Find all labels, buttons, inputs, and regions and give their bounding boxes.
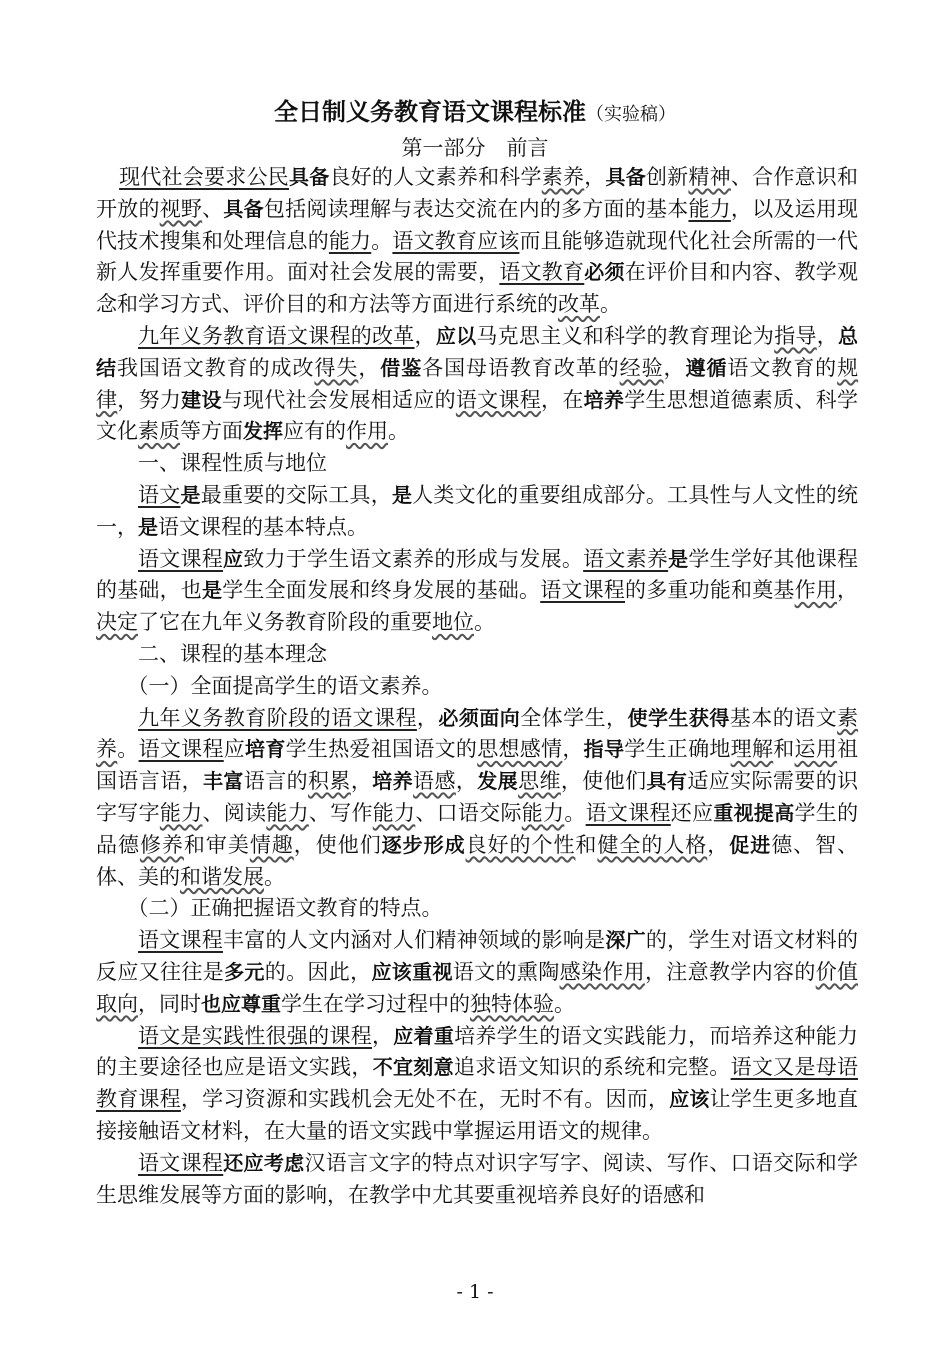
text-run: 。 [564,800,586,825]
text-run: 学生的品德 [96,800,859,857]
paragraph [96,1021,858,1148]
text-run: ，使他们 [560,769,647,794]
subsection-heading-2 [96,893,858,925]
text-run: ，以及运用现代技术搜集和处理信息的 [96,196,859,253]
text-run: 语文课程的基本特点。 [158,514,368,539]
emphasis-text: 丰富 [203,769,244,794]
wavy-underlined-text: 决定 [96,610,138,635]
text-run: 学生热爱祖国语文的 [285,737,478,762]
document-title [0,92,950,127]
text-run: ， [663,355,686,380]
emphasis-text: 应 [222,546,244,571]
text-run: 。 [371,228,393,253]
emphasis-text: 具备 [605,165,646,189]
emphasis-text: 应该 [669,1087,710,1112]
underlined-text: 九年义务教育语文课程的改革 [138,323,415,348]
text-run: 良好的人文素养和科学 [329,165,542,189]
text-run: 的多重功能和奠基 [625,578,795,603]
subsection-heading-1 [96,671,858,703]
wavy-underlined-text: 语文课程 [455,387,542,412]
wavy-underlined-text: 积累 [308,769,351,794]
underlined-text: 九年义务教育阶段的语文课程 [138,705,417,730]
emphasis-text: 促进 [729,832,772,857]
text-run: 语文教育的 [727,355,838,380]
wavy-underlined-text: 精神 [688,165,731,189]
paragraph [96,925,858,1020]
underlined-text: 现代社会要求公民 [119,165,289,189]
text-run: ， [816,323,839,348]
text-run: 、合作意识和开放的 [96,165,859,221]
emphasis-text: 发展 [477,769,519,794]
emphasis-text: 培养 [583,387,625,412]
emphasis-text: 使学生获得 [627,705,730,730]
emphasis-text: 培育 [245,737,286,762]
text-run: 应有的 [283,419,346,444]
text-run: 。 [554,991,575,1016]
underlined-text: 语文课程 [138,928,223,953]
document-body [96,162,858,1211]
text-run: 祖国语言语， [96,737,859,794]
wavy-underlined-text: 视野 [159,196,203,221]
emphasis-text: 深广 [605,928,646,953]
emphasis-text: 不宜刻意 [372,1055,454,1080]
underlined-text: 语文教育应该 [392,228,520,253]
section-heading-ideas [96,639,858,671]
wavy-underlined-text: 修养 [139,832,184,857]
wavy-underlined-text: 能力 [521,800,565,825]
text-run: 学生正确地 [624,737,731,762]
underlined-text: 语文 [138,482,181,507]
text-run: ， [584,165,606,189]
wavy-underlined-text: 理解 [730,737,774,762]
wavy-underlined-text: 素养 [96,705,859,762]
wavy-underlined-text: 作用 [794,578,838,603]
wavy-underlined-text: 语感 [413,769,456,794]
underlined-text: 语文课程 [540,578,626,603]
underlined-text: 语文课程 [138,546,223,571]
emphasis-text: 是 [138,514,158,539]
emphasis-text: 是 [202,578,223,603]
text-run: ， [414,323,436,348]
emphasis-text: 借鉴 [380,355,423,380]
text-run: ，学习资源和实践机会无处不在，无时不有。因而， [180,1087,670,1112]
wavy-underlined-text: 良好的个性 [465,832,576,857]
text-run: ， [837,578,859,603]
text-run: 基本的语文 [729,705,838,730]
text-run: 最重要的交际工具， [200,482,392,507]
text-run: 。 [264,864,285,889]
text-run: 一、课程性质与地位 [138,451,327,476]
wavy-underlined-text: 得失 [314,355,359,380]
text-run: 汉语言文字的特点对识字写字、阅读、写作、口语交际和学生思维发展等方面的影响，在教学中尤其要重视培养良好的语感和 [96,1150,859,1207]
wavy-underlined-text: 作用 [346,419,388,444]
emphasis-text: 重视提高 [713,800,795,825]
text-run: ，同时 [138,991,201,1016]
emphasis-text: 也应尊重 [201,991,281,1016]
paragraph [96,480,858,544]
text-run: 的，学生对语文材料的反应又往往是 [96,928,859,984]
text-run: 和 [575,832,598,857]
emphasis-text: 还应考虑 [223,1150,305,1175]
wavy-underlined-text: 素质 [138,419,180,444]
text-run: 还应 [670,800,714,825]
text-run: 学生学好其他课程的基础，也 [96,546,859,603]
emphasis-text: 是 [180,482,201,507]
emphasis-text: 培养 [372,769,414,794]
text-run: 、阅读 [202,800,267,825]
text-run: 致力于学生语文素养的形成与发展。 [243,546,584,571]
text-run: 二、课程的基本理念 [138,641,327,666]
wavy-underlined-text: 指导 [774,323,817,348]
text-run: ， [455,769,478,794]
text-run: 在评价目和内容、教学观念和学习方式、评价目的和方法等方面进行系统的 [96,260,859,317]
emphasis-text: 多元 [224,959,265,984]
underlined-text: 语文课程 [138,737,224,762]
text-run: 适应实际需要的识字写字 [96,769,859,825]
text-run: 。 [388,419,409,444]
text-run: 创新 [645,165,689,189]
emphasis-text: 必须 [584,260,625,285]
text-run: 的。因此， [264,959,372,984]
underlined-text: 语文素养 [583,546,669,571]
wavy-underlined-text: 素养 [541,165,585,189]
text-run: 培养学生的语文实践能力，而培养这种能力的主要途径也应是语文实践， [96,1023,859,1080]
emphasis-text: 是 [668,546,689,571]
wavy-underlined-text: 独特体验 [470,991,554,1016]
emphasis-text: 应以 [435,323,477,348]
text-run: ，在 [541,387,584,412]
text-run: 等方面 [180,419,243,444]
text-run: 、口语交际 [415,800,522,825]
text-run: （一）全面提高学生的语文素养。 [127,673,443,698]
text-run: 让学生更多地直接接触语文材料，在大量的语文实践中掌握运用语文的规律。 [96,1087,859,1143]
text-run: ， [562,737,584,762]
text-run: 、写作 [308,800,373,825]
text-run: ， [372,1023,394,1048]
text-run: ，注意教学内容的 [644,959,816,984]
underlined-text: 语文又是母语教育课程 [96,1055,859,1112]
text-run: 。 [600,292,621,317]
text-run: 学生在学习过程中的 [281,991,470,1016]
text-run: （二）正确把握语文教育的特点。 [127,896,443,921]
underlined-text: 语文课程 [138,1150,224,1175]
wavy-underlined-text: 能力 [372,800,416,825]
wavy-underlined-text: 能力 [159,800,203,825]
title-sub: （实验稿） [586,104,676,125]
emphasis-text: 应着重 [393,1023,455,1048]
paragraph [96,321,858,448]
text-run: ，努力 [117,387,182,412]
text-run: 应 [223,737,246,762]
wavy-underlined-text: 价值取向 [96,959,859,1016]
text-run: 。 [117,737,139,762]
text-run: 和 [773,737,795,762]
text-run: 包括阅读理解与表达交流在内的多方面的基本 [263,196,689,221]
text-run: 语文的熏陶 [452,959,560,984]
text-run: ， [707,832,730,857]
section-heading-nature [96,448,858,480]
text-run: 。 [474,610,495,635]
text-run: 、 [202,196,224,221]
underlined-text: 能力 [328,228,372,253]
emphasis-text: 具备 [288,165,330,189]
emphasis-text: 是 [391,482,413,507]
text-run: 各国母语教育改革的 [422,355,620,380]
emphasis-text: 指导 [583,737,625,762]
text-run: 学生全面发展和终身发展的基础。 [222,578,541,603]
paragraph [96,703,858,894]
emphasis-text: 应该重视 [371,959,453,984]
text-run: ，使他们 [293,832,382,857]
wavy-underlined-text: 健全的人格 [597,832,708,857]
emphasis-text: 建设 [181,387,222,412]
underlined-text: 语文是实践性很强的课程 [138,1023,372,1048]
page-number: - 1 - [456,1281,494,1303]
wavy-underlined-text: 运用 [794,737,838,762]
text-run: 人类文化的重要组成部分。工具性与人文性的统一， [96,482,859,539]
text-run: 而且能够造就现代化社会所需的一代新人发挥重要作用。面对社会发展的需要， [96,228,859,285]
section-heading: 第一部分 前言 [401,136,549,160]
wavy-underlined-text: 地位 [432,610,474,635]
wavy-underlined-text: 能力 [266,800,309,825]
wavy-underlined-text: 改革 [558,292,600,317]
text-run: 学生思想道德素质、科学文化 [96,387,859,444]
text-run: 了它在九年义务教育阶段的重要 [138,610,432,635]
emphasis-text: 逐步形成 [381,832,466,857]
paragraph [96,162,858,321]
wavy-underlined-text: 思想感情 [477,737,563,762]
emphasis-text: 必须面向 [438,705,521,730]
wavy-underlined-text: 经验 [619,355,664,380]
wavy-underlined-text: 思维 [518,769,561,794]
emphasis-text: 发挥 [243,419,283,444]
text-run: 追求语文知识的系统和完整。 [453,1055,731,1080]
title-main: 全日制义务教育语文课程标准 [274,98,586,126]
text-run: 语言的 [243,769,309,794]
text-run: 丰富的人文内涵对人们精神领域的影响是 [222,928,606,953]
text-run: ， [358,355,381,380]
emphasis-text: 遵循 [685,355,728,380]
text-run: 马克思主义和科学的教育理论为 [476,323,775,348]
text-run: 全体学生， [520,705,628,730]
text-run: 德、智、体、美的 [96,832,859,889]
wavy-underlined-text: 和谐发展 [180,864,264,889]
text-run: 与现代社会发展相适应的 [221,387,456,412]
wavy-underlined-text: 情趣 [249,832,294,857]
paragraph [96,544,858,639]
text-run: ， [416,705,439,730]
underlined-text: 语文课程 [585,800,671,825]
text-run: 我国语文教育的成改 [116,355,315,380]
emphasis-text: 具备 [223,196,264,221]
text-run: ， [350,769,373,794]
emphasis-text: 总结 [96,323,859,380]
underlined-text: 能力 [688,196,731,221]
wavy-underlined-text: 感染作用 [559,959,645,984]
wavy-underlined-text: 规律 [96,355,859,412]
text-run: 和审美 [183,832,250,857]
underlined-text: 语文教育 [499,260,585,285]
paragraph [96,1148,858,1212]
emphasis-text: 具有 [646,769,688,794]
